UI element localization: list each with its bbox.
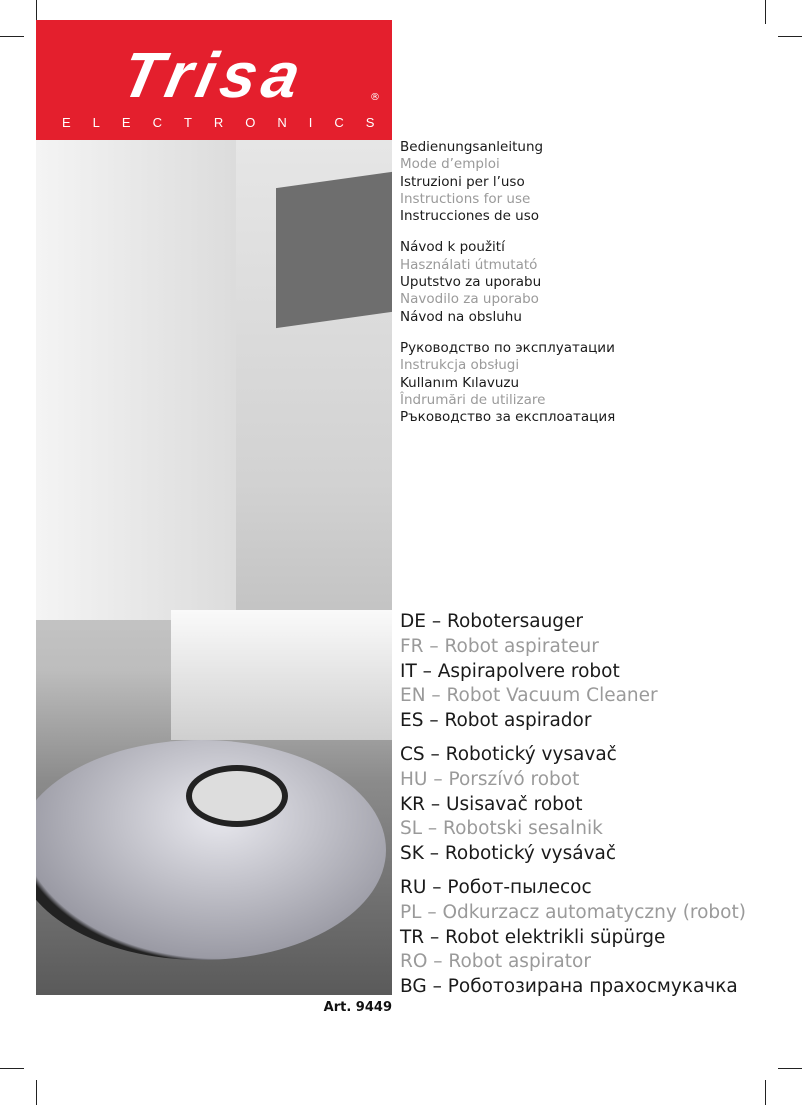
manual-title: Navodilo za uporabo: [400, 291, 539, 308]
logo-subtitle: ELECTRONICS: [62, 115, 397, 130]
product-name: BG – Роботозирана прахосмукачка: [400, 976, 738, 998]
language-group: [400, 743, 746, 867]
product-name: ES – Robot aspirador: [400, 710, 592, 732]
manual-title: Mode d’emploi: [400, 156, 500, 173]
manual-title: Návod k použití: [400, 239, 505, 256]
trisa-logo: [36, 20, 397, 140]
product-name: RO – Robot aspirator: [400, 951, 591, 973]
language-group: [400, 610, 746, 734]
registered-mark: ®: [370, 92, 380, 103]
product-name: FR – Robot aspirateur: [400, 635, 599, 657]
language-group: [400, 876, 746, 1000]
robot-vacuum-photo: [36, 140, 392, 995]
manual-title: Îndrumări de utilizare: [400, 391, 546, 408]
manual-title: Kullanım Kılavuzu: [400, 374, 520, 391]
language-group: [400, 239, 615, 325]
manual-title: Uputstvo za uporabu: [400, 274, 542, 291]
product-name: HU – Porszívó robot: [400, 768, 580, 790]
crop-mark: [765, 1080, 766, 1105]
product-name: EN – Robot Vacuum Cleaner: [400, 685, 658, 707]
logo-brand: Trisa: [115, 39, 313, 111]
product-name: IT – Aspirapolvere robot: [400, 660, 620, 682]
crop-mark: [778, 36, 802, 37]
crop-mark: [778, 1068, 802, 1069]
robot-control-panel: [186, 765, 288, 827]
manual-title: Руководство по эксплуатации: [400, 339, 615, 356]
manual-title: Návod na obsluhu: [400, 308, 522, 325]
crop-mark: [0, 36, 24, 37]
product-name: RU – Робот-пылесос: [400, 876, 592, 898]
product-name-list: [400, 610, 746, 1009]
article-number: Art. 9449: [323, 1000, 392, 1015]
product-name: KR – Usisavač robot: [400, 793, 583, 815]
manual-title: Instrukcja obsługi: [400, 357, 520, 374]
manual-title-list: [400, 139, 615, 440]
manual-title: Ръководство за експлоатация: [400, 409, 616, 426]
product-name: SK – Robotický vysávač: [400, 843, 617, 865]
crop-mark: [36, 1080, 37, 1105]
product-name: CS – Robotický vysavač: [400, 743, 617, 765]
product-name: DE – Robotersauger: [400, 611, 584, 632]
manual-title: Instructions for use: [400, 190, 531, 207]
crop-mark: [765, 0, 766, 24]
product-name: TR – Robot elektrikli süpürge: [400, 926, 666, 948]
product-name: PL – Odkurzacz automatyczny (robot): [400, 901, 746, 923]
manual-title: Instrucciones de uso: [400, 208, 540, 225]
manual-title: Használati útmutató: [400, 256, 538, 273]
manual-title: Bedienungsanleitung: [400, 139, 544, 155]
language-group: [400, 340, 615, 426]
crop-mark: [0, 1068, 24, 1069]
product-name: SL – Robotski sesalnik: [400, 818, 603, 840]
language-group: [400, 139, 615, 225]
manual-title: Istruzioni per l’uso: [400, 173, 525, 190]
